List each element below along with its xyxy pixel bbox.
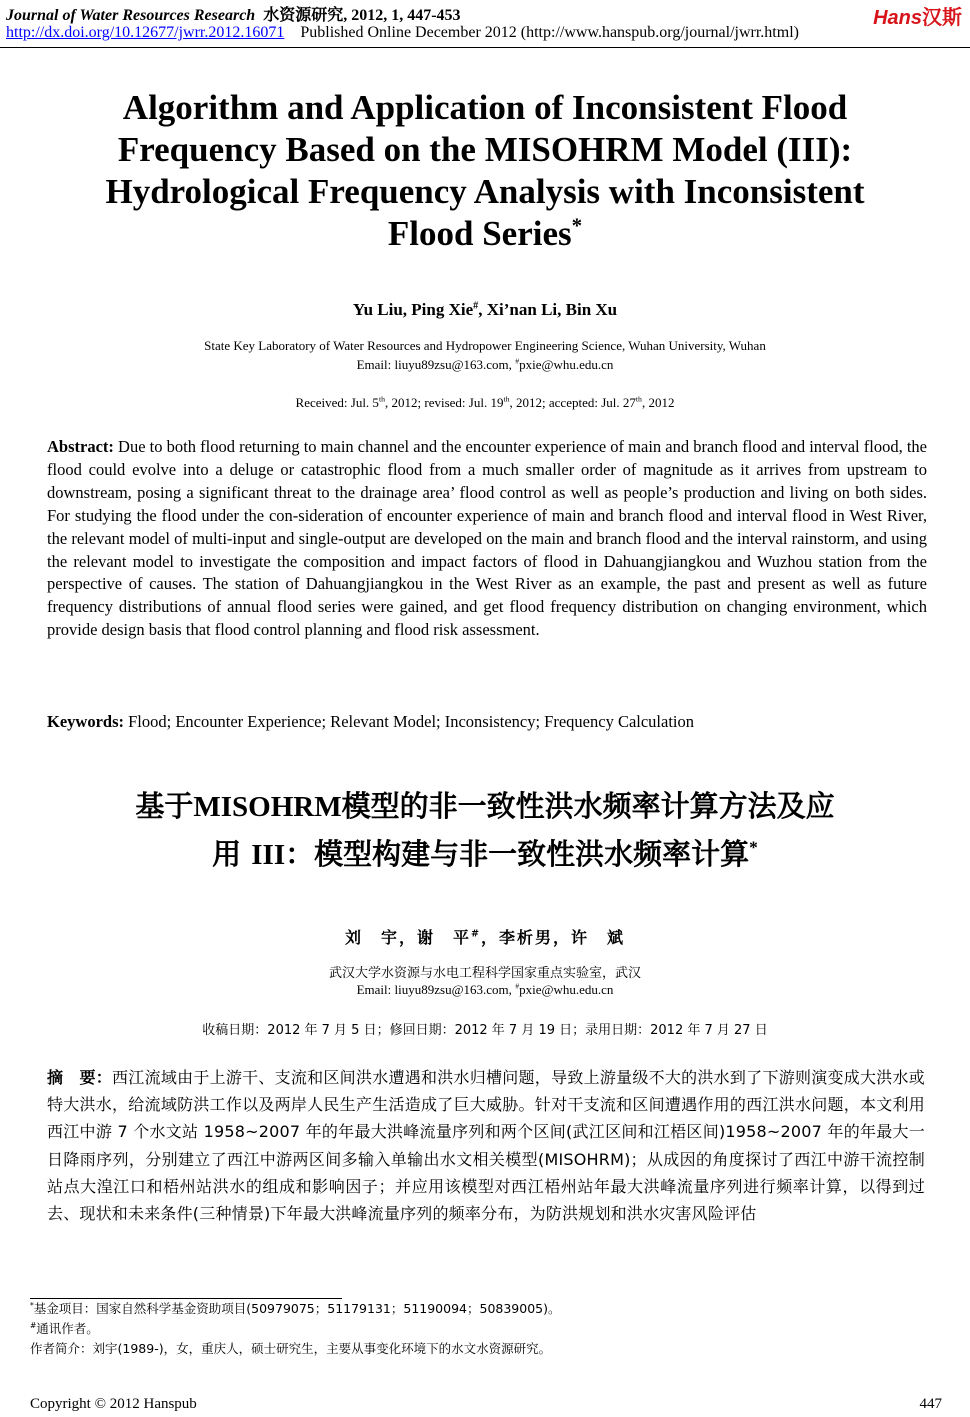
ordinal: th [503,394,510,404]
keywords-label: Keywords: [47,712,124,731]
footnote [30,1299,561,1319]
chinese-title [0,783,970,879]
title-text: ：模型构建与非一致性洪水频率计算 [285,837,750,871]
email [0,357,970,373]
title-line: Algorithm and Application of Inconsistent Flood [122,88,848,127]
logo-latin: Hans [873,7,922,29]
title-text: III [251,839,286,871]
title-text: 模型的非一致性洪水频率计算方法及应 [341,789,835,823]
date-text: , 2012; revised: Jul. 19 [385,395,504,410]
date-text: Received: Jul. 5 [295,395,379,410]
chinese-authors [0,925,970,948]
footnote [30,1339,551,1359]
page-number: 447 [919,1396,942,1412]
author-names: ，李析男，许 斌 [481,928,626,947]
chinese-affiliation: 武汉大学水资源与水电工程科学国家重点实验室，武汉 [328,966,641,981]
journal-name: Journal of Water Resources Research [6,7,256,24]
copyright: Copyright © 2012 Hanspub [30,1396,197,1412]
abstract [47,436,927,642]
affiliation: State Key Laboratory of Water Resources and Hydropower Engineering Science, Wuhan University, Wuhan [204,338,766,353]
email-text: pxie@whu.edu.cn [519,357,614,372]
chinese-abstract [47,1064,925,1227]
abstract-text: 西江流域由于上游干、支流和区间洪水遭遇和洪水归槽问题，导致上游量级不大的洪水到了下游则演变成大洪水或特大洪水，给流域防洪工作以及两岸人民生产生活造成了巨大威胁。针对干支流和区间遭遇作用的西江洪水问题，本文利用西江中游 7 个水文站 1958~2007 年的年最大洪峰流量序列和两个区间(武江区间和江梧区间)1958~2007 年的年最大一日降雨序列，分别建立了西江中游两区间多输入单输出水文相关模型(MISOHRM)；从成因的角度探讨了西江中游干流控制站点大湟江口和梧州站洪水的组成和影响因子；并应用该模型对西江梧州站年最大洪峰流量序列进行频率计算，以得到过去、现状和未来条件(三种情景)下年最大洪峰流量序列的频率分布，为防洪规划和洪水灾害风险评估 [47,1068,925,1224]
title-line: Flood Series [387,214,572,253]
footnote [30,1319,99,1339]
email-text: Email: liuyu89zsu@163.com, [356,357,516,372]
date-text: , 2012; accepted: Jul. 27 [509,395,636,410]
author-names: Yu Liu, Ping Xie [352,300,474,319]
paper-title [0,87,970,255]
publication-line [6,24,799,42]
logo-cn: 汉斯 [922,7,962,29]
title-text: 用 [212,837,252,871]
journal-issue: 水资源研究, 2012, 1, 447-453 [263,7,461,24]
footnote-mark: * [30,1300,34,1310]
email-text: Email: liuyu89zsu@163.com, [356,982,516,997]
keywords [47,711,927,734]
title-text: 基于 [135,789,194,823]
corresponding-mark: # [470,928,482,940]
journal-header [6,2,461,25]
hans-logo [873,1,962,30]
received-dates [0,395,970,411]
authors [0,300,970,320]
author-names: , Xi’nan Li, Bin Xu [478,300,618,319]
title-text: MISOHRM [193,791,342,823]
footnote-mark: # [30,1320,37,1330]
email-text: pxie@whu.edu.cn [519,982,614,997]
abstract-label: Abstract: [47,437,114,456]
keywords-text: Flood; Encounter Experience; Relevant Model; Inconsistency; Frequency Calculation [128,712,695,731]
chinese-email [0,982,970,998]
date-text: , 2012 [641,395,675,410]
email-mark: # [515,356,520,366]
published-info: Published Online December 2012 (http://www.hanspub.org/journal/jwrr.html) [300,24,799,41]
chinese-dates: 收稿日期：2012 年 7 月 5 日；修回日期：2012 年 7 月 19 日；录用日期：2012 年 7 月 27 日 [202,1023,768,1038]
footnote-text: 通讯作者。 [36,1321,99,1336]
ordinal: th [378,394,386,404]
header-divider [0,47,970,48]
title-footnote-mark: * [571,213,583,238]
title-line: Frequency Based on the MISOHRM Model (III): [117,130,853,169]
title-line: Hydrological Frequency Analysis with Inconsistent [105,172,865,211]
author-names: 刘 宇，谢 平 [344,928,471,947]
corresponding-mark: # [473,300,479,312]
doi-link[interactable]: http://dx.doi.org/10.12677/jwrr.2012.16071 [6,24,285,41]
abstract-label: 摘 要： [47,1068,113,1087]
abstract-text: Due to both flood returning to main channel and the encounter experience of main and branch flood and interval flood, the flood could evolve into a deluge or catastrophic flood from a much smaller order of magnitude as it arrives from upstream to downstream, posing a significant threat to the drainage area’ flood control as well as people’s production and living on both sides. For studying the flood under the con-sideration of encounter experience of main and branch flood and interval flood in West River, the relevant model of multi-input and single-output are developed on the main and branch flood and the interval rainstorm, and using the relevant model to investigate the composition and impact factors of flood in Dahuangjiangkou and Wuzhou station from the perspective of causes. The station of Dahuangjiangkou in the West River as an example, the past and present as well as future frequency distributions of annual flood series were gained, and get flood frequency distribution on changing environment, which provide design basis that flood control planning and flood risk assessment. [47,437,928,640]
footnote-text: 作者简介：刘宇(1989-)，女，重庆人，硕士研究生，主要从事变化环境下的水文水资源研究。 [30,1341,552,1356]
title-footnote-mark: * [749,837,758,858]
footnote-text: 基金项目：国家自然科学基金资助项目(50979075；51179131；51190094；50839005)。 [33,1301,561,1316]
ordinal: th [635,394,642,404]
email-mark: # [515,981,520,991]
